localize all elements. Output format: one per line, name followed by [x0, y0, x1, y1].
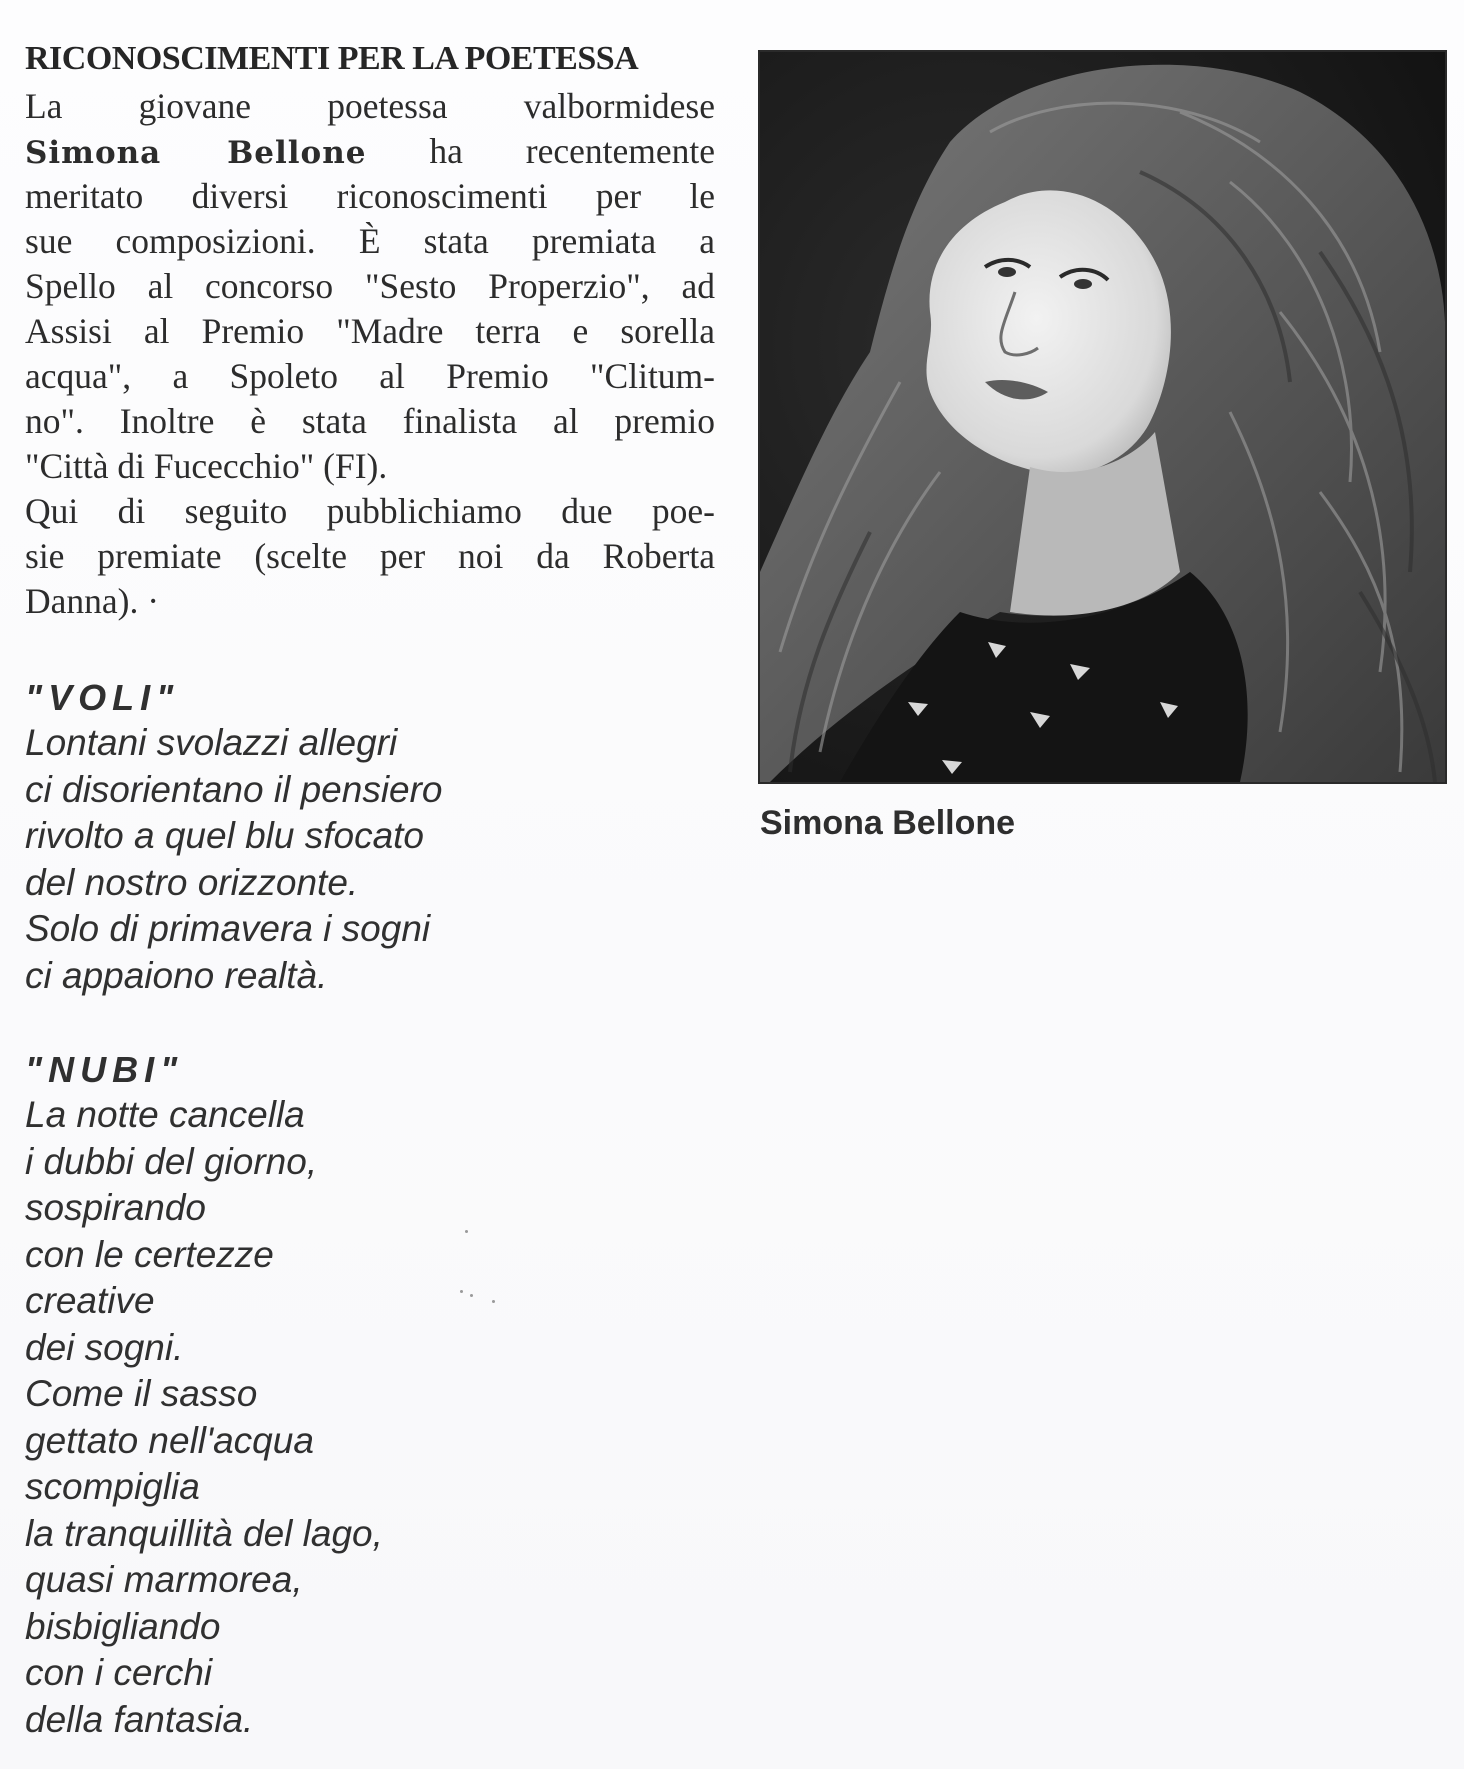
intro-line: sue composizioni. È stata premiata a — [25, 221, 715, 261]
print-speck — [460, 1290, 463, 1293]
intro-line: Assisi al Premio "Madre terra e sorella — [25, 311, 715, 351]
poem-voli — [25, 676, 443, 999]
poem-verse: Lontani svolazzi allegri — [25, 722, 398, 763]
photo-caption: Simona Bellone — [760, 804, 1016, 842]
portrait-photo — [758, 50, 1447, 784]
poem-verse: dei sogni. — [25, 1326, 184, 1368]
poem-verse: ci disorientano il pensiero — [25, 768, 443, 810]
poem-verse: creative — [25, 1280, 155, 1321]
print-speck — [465, 1230, 468, 1233]
intro-line: acqua", a Spoleto al Premio "Clitum- — [25, 356, 715, 396]
poem-title: "NUBI" — [25, 1049, 184, 1090]
poem-verse: bisbigliando — [25, 1605, 221, 1647]
intro-line: "Città di Fucecchio" (FI). — [25, 446, 388, 486]
intro-line: Spello al concorso "Sesto Properzio", ad — [25, 266, 715, 306]
print-speck — [470, 1294, 473, 1297]
intro-line: La giovane poetessa valbormidese — [25, 86, 715, 126]
poet-name: Simona Bellone — [25, 135, 367, 171]
poem-verse: con le certezze — [25, 1233, 274, 1275]
intro-line-text: ha recentemente — [366, 131, 715, 171]
intro-line: no". Inoltre è stata finalista al premio — [25, 401, 715, 441]
poem-verse: i dubbi del giorno, — [25, 1140, 318, 1182]
poem-verse: gettato nell'acqua — [25, 1419, 314, 1461]
poem-verse: della fantasia. — [25, 1698, 254, 1740]
portrait-illustration — [760, 52, 1445, 782]
intro-line: meritato diversi riconoscimenti per le — [25, 176, 715, 216]
poem-verse: quasi marmorea, — [25, 1559, 303, 1600]
poem-title: "VOLI" — [25, 677, 180, 718]
intro-line — [25, 129, 715, 174]
poem-verse: La notte cancella — [25, 1094, 305, 1135]
poem-verse: la tranquillità del lago, — [25, 1512, 383, 1554]
intro-line: Qui di seguito pubblichiamo due poe- — [25, 491, 715, 531]
print-speck — [492, 1300, 495, 1303]
poem-verse: scompiglia — [25, 1466, 200, 1507]
poem-verse: sospirando — [25, 1187, 207, 1228]
poem-nubi — [25, 1048, 383, 1743]
poem-verse: Solo di primavera i sogni — [25, 908, 431, 949]
intro-line: Danna). · — [25, 581, 160, 621]
poem-verse: con i cerchi — [25, 1652, 213, 1693]
intro-line: sie premiate (scelte per noi da Roberta — [25, 536, 715, 576]
poem-verse: ci appaiono realtà. — [25, 954, 328, 996]
poem-verse: rivolto a quel blu sfocato — [25, 815, 425, 856]
article-headline: RICONOSCIMENTI PER LA POETESSA — [25, 40, 639, 77]
article-intro — [25, 84, 715, 624]
poem-verse: Come il sasso — [25, 1373, 258, 1414]
poem-verse: del nostro orizzonte. — [25, 861, 359, 903]
